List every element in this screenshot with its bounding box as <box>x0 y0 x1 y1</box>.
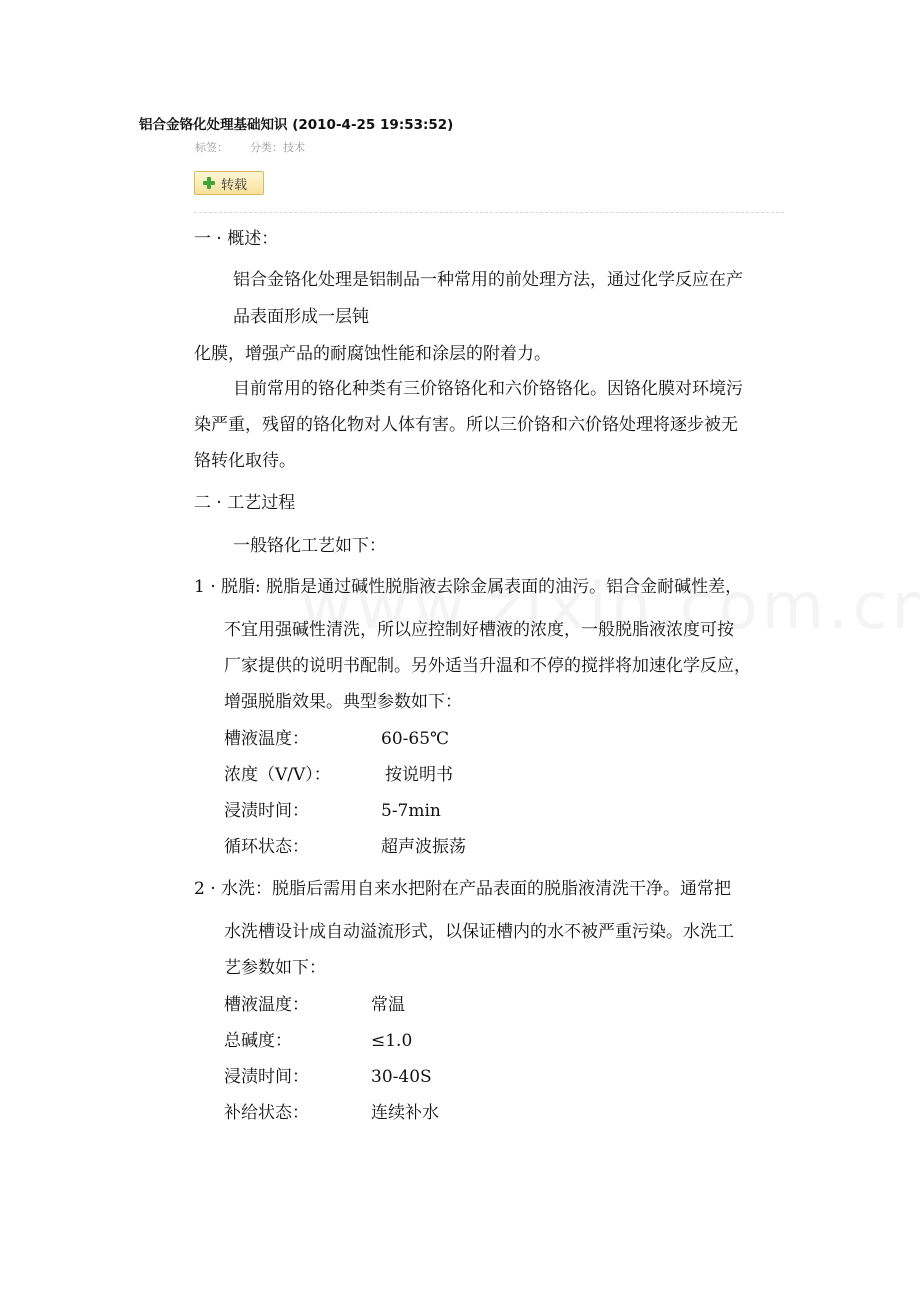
overview-p1-line3: 化膜，增强产品的耐腐蚀性能和涂层的附着力。 <box>194 344 551 364</box>
step1-line1: 1 · 脱脂: 脱脂是通过碱性脱脂液去除金属表面的油污。铝合金耐碱性差， <box>194 577 743 597</box>
section-heading-process: 二 · 工艺过程 <box>194 493 296 513</box>
param-value: 30-40S <box>371 1067 432 1087</box>
divider <box>194 212 784 213</box>
param-label: 循环状态： <box>224 837 309 857</box>
step1-line2: 不宜用强碱性清洗，所以应控制好槽液的浓度，一般脱脂液浓度可按 <box>224 620 734 640</box>
repost-label: 转载 <box>221 177 248 193</box>
overview-p1-line2: 品表面形成一层钝 <box>233 307 369 327</box>
step2-line3: 艺参数如下： <box>224 958 326 978</box>
section-heading-overview: 一 · 概述： <box>194 229 279 249</box>
overview-p2-line1: 目前常用的铬化种类有三价铬铬化和六价铬铬化。因铬化膜对环境污 <box>233 379 743 399</box>
param-label: 浸渍时间： <box>224 801 309 821</box>
step1-line3: 厂家提供的说明书配制。另外适当升温和不停的搅拌将加速化学反应， <box>224 656 751 676</box>
param-label: 槽液温度： <box>224 729 309 749</box>
param-label: 槽液温度： <box>224 995 309 1015</box>
tags-label: 标签： <box>195 141 228 154</box>
overview-p1-line1: 铝合金铬化处理是铝制品一种常用的前处理方法，通过化学反应在产 <box>233 270 743 290</box>
overview-p2-line3: 铬转化取待。 <box>194 451 296 471</box>
post-title: 铝合金铬化处理基础知识 (2010-4-25 19:53:52) <box>139 117 454 133</box>
param-value: 连续补水 <box>371 1103 439 1123</box>
param-value: 60-65℃ <box>381 729 450 749</box>
param-value: 5-7min <box>381 801 441 821</box>
repost-button[interactable] <box>194 171 264 195</box>
step2-line2: 水洗槽设计成自动溢流形式，以保证槽内的水不被严重污染。水洗工 <box>224 922 734 942</box>
param-value: 超声波振荡 <box>381 837 466 857</box>
step1-line4: 增强脱脂效果。典型参数如下： <box>224 692 462 712</box>
param-label: 浓度（V/V）： <box>224 765 331 785</box>
plus-icon <box>203 177 215 189</box>
process-intro: 一般铬化工艺如下： <box>233 536 386 556</box>
step2-line1: 2 · 水洗：脱脂后需用自来水把附在产品表面的脱脂液清洗干净。通常把 <box>194 879 732 899</box>
param-label: 总碱度： <box>224 1031 292 1051</box>
category-label: 分类：技术 <box>250 141 305 154</box>
param-label: 浸渍时间： <box>224 1067 309 1087</box>
param-label: 补给状态： <box>224 1103 309 1123</box>
post-meta <box>195 139 305 155</box>
overview-p2-line2: 染严重，残留的铬化物对人体有害。所以三价铬和六价铬处理将逐步被无 <box>194 415 738 435</box>
param-value: ≤1.0 <box>371 1031 413 1051</box>
param-value: 常温 <box>371 995 405 1015</box>
param-value: 按说明书 <box>385 765 453 785</box>
